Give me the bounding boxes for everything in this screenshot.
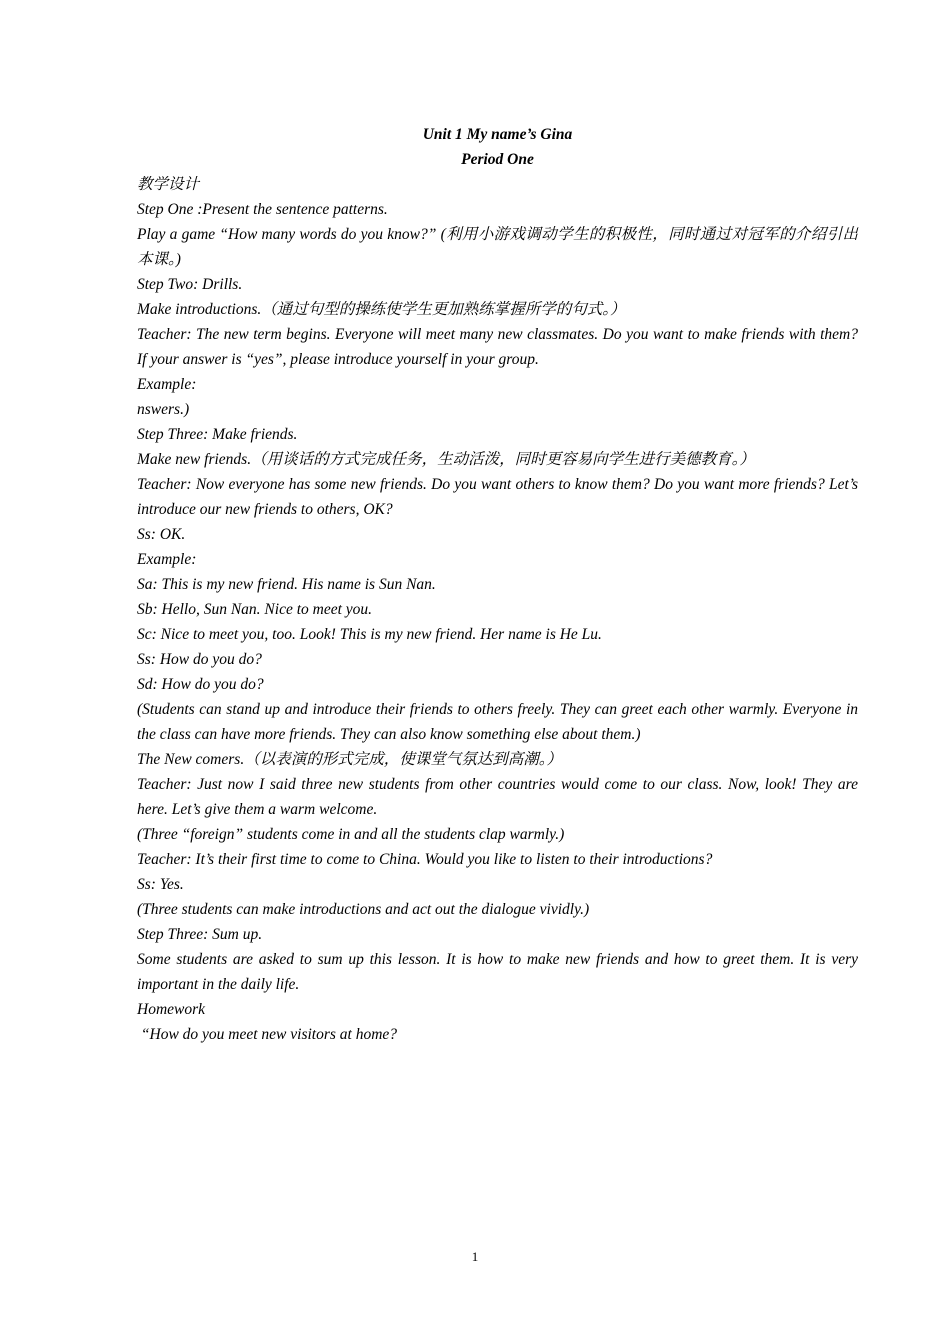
paragraph: nswers.) [137,401,190,418]
paragraph: Step One :Present the sentence patterns. [137,201,388,218]
paragraph: (Three students can make introductions and act out the dialogue vividly.) [137,901,590,918]
paragraph: The New comers.（以表演的形式完成，使课堂气氛达到高潮。） [137,751,562,768]
paragraph: Teacher: The new term begins. Everyone will meet many new classmates. Do you want to make friends with them? If your answer is “yes”, please introduce yourself in your group. [137,326,862,368]
paragraph: Homework [137,1001,206,1018]
paragraph: Sd: How do you do? [137,676,264,693]
paragraph: Play a game “How many words do you know?” (利用小游戏调动学生的积极性，同时通过对冠军的介绍引出本课。) [137,226,858,268]
paragraph: Step Two: Drills. [137,276,243,293]
paragraph: Teacher: Now everyone has some new friends. Do you want others to know them? Do you want more friends? Let’s introduce our new friends to others, OK? [137,476,862,518]
paragraph: Example: [137,551,197,568]
document-body [137,122,862,1047]
document-title: Unit 1 My name’s Gina [422,126,573,143]
paragraph: 教学设计 [137,176,200,193]
paragraph: Ss: Yes. [137,876,184,893]
paragraph: Example: [137,376,197,393]
document-subtitle: Period One [461,151,534,168]
paragraph: Sb: Hello, Sun Nan. Nice to meet you. [137,601,373,618]
paragraph: (Three “foreign” students come in and all the students clap warmly.) [137,826,565,843]
paragraph: Sc: Nice to meet you, too. Look! This is my new friend. Her name is He Lu. [137,626,602,643]
page-number: 1 [471,1249,479,1264]
paragraph: Make new friends.（用谈话的方式完成任务，生动活泼，同时更容易向学生进行美德教育。） [137,451,755,468]
paragraph: Sa: This is my new friend. His name is Sun Nan. [137,576,436,593]
paragraph: Ss: How do you do? [137,651,262,668]
paragraph: Some students are asked to sum up this lesson. It is how to make new friends and how to greet them. It is very important in the daily life. [137,951,862,993]
paragraph: Teacher: It’s their first time to come to China. Would you like to listen to their introductions? [137,851,713,868]
paragraph: Step Three: Sum up. [137,926,263,943]
paragraph: Step Three: Make friends. [137,426,298,443]
paragraph: (Students can stand up and introduce their friends to others freely. They can greet each other warmly. Everyone in the class can have more friends. They can also know something else about them.) [137,701,862,743]
paragraph: “How do you meet new visitors at home? [137,1026,398,1043]
paragraph: Teacher: Just now I said three new students from other countries would come to our class. Now, look! They are here. Let’s give them a warm welcome. [137,776,862,818]
paragraph: Ss: OK. [137,526,186,543]
paragraph: Make introductions.（通过句型的操练使学生更加熟练掌握所学的句式。） [137,301,626,318]
